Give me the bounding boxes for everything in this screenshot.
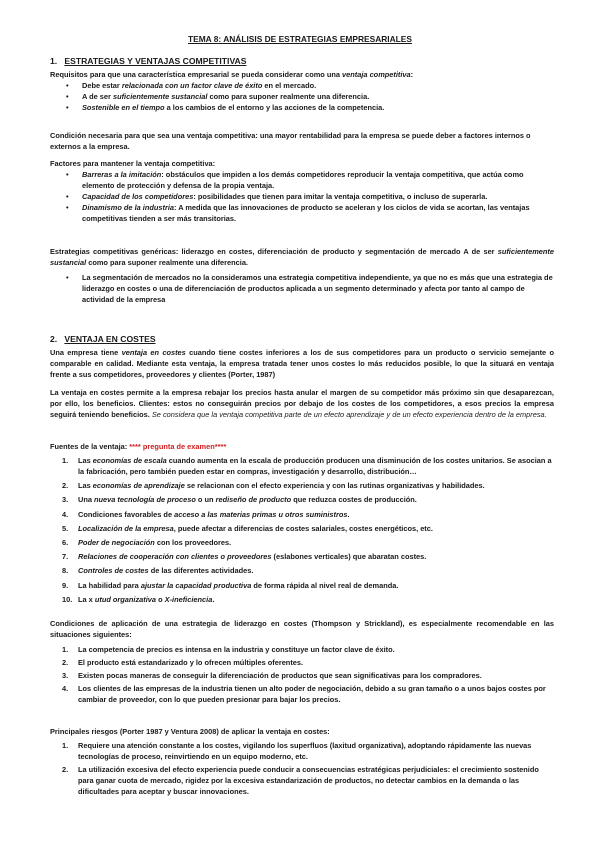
item-number: 6. [62, 537, 69, 547]
document-title: TEMA 8: ANÁLISIS DE ESTRATEGIAS EMPRESARIALES [188, 34, 412, 44]
item-italic: ajustar la capacidad productiva [140, 580, 252, 590]
requisitos-list [66, 80, 554, 113]
item-number: 3. [62, 495, 69, 505]
item-text: cuando aumenta en la escala de producción producen una disminución de los costes unitarios. Se asocian a la fabricación, pero también pueden estar en compras, investigación y desarrollo, distribución… [78, 456, 552, 476]
item-text: Condiciones favorables de [78, 509, 175, 519]
item-number: 5. [62, 523, 69, 533]
list-item [66, 80, 554, 91]
list-item [62, 523, 554, 534]
item-italic: economías de escala [92, 456, 167, 465]
item-number: 2. [62, 481, 69, 491]
list-item [62, 494, 554, 505]
condiciones-aplicacion-intro: Condiciones de aplicación de una estrategia de liderazgo en costes (Thompson y Strickland), es especialmente recomendable en las situaciones siguientes: [50, 619, 554, 639]
list-item [66, 91, 554, 102]
item-italic: acceso a las materias primas u otros suministros [174, 509, 348, 519]
requisitos-intro-italic: ventaja competitiva [342, 70, 411, 79]
item-text: a los cambios de el entorno y las acciones de la competencia. [164, 103, 385, 112]
definition-text-end: cuando tiene costes inferiores a los de sus competidores para un producto o servicio semejante o comparable en calidad. Mediante esta ventaja, la empresa tratada tener unos costes lo más reducidos posible, lo que la situará en ventaja frente a sus competidores, proveedores y clientes (Porter, 1987) [50, 348, 554, 379]
riesgos-intro: Principales riesgos (Porter 1987 y Ventura 2008) de aplicar la ventaja en costes: [50, 727, 330, 736]
requisitos-intro-text: Requisitos para que una característica empresarial se pueda considerar como una [50, 70, 343, 79]
item-text: : A medida que las innovaciones de producto se aceleran y los ciclos de vida se acortan, las ventajas competitivas tienden a ser más transitorias. [82, 203, 530, 223]
item-text: La utilización excesiva del efecto experiencia puede conducir a consecuencias estratégicas perjudiciales: el crecimiento sostenido para ganar cuota de mercado, rigidez por la excesiva estandarización de productos, no detectar cambios en la demanda o las dificultades para aceptar y buscar innovaciones. [78, 765, 539, 796]
item-italic: utud organizativa [94, 594, 157, 604]
item-text: Debe estar [82, 81, 122, 90]
item-text: : posibilidades que tienen para imitar la ventaja competitiva, o incluso de superarla. [193, 192, 488, 201]
list-item: • La segmentación de mercados no la consideramos una estrategia competitiva independiente, ya que no es más que una estrategia de liderazgo en costes o una de diferenciación de productos aplicada a un segmento determinado y afecta por tanto al campo de actividad de la empresa [66, 272, 554, 305]
segmentacion-list [66, 272, 554, 305]
list-item [62, 764, 554, 797]
item-number: 8. [62, 566, 69, 576]
requisitos-intro-colon: : [410, 70, 414, 79]
list-item [66, 169, 554, 191]
condiciones-list [62, 644, 554, 707]
fuentes-label-text: Fuentes de la ventaja: [50, 442, 130, 451]
section-2-title: VENTAJA EN COSTES [64, 334, 156, 344]
factores-list [66, 169, 554, 224]
section-2-heading [50, 334, 156, 344]
item-text: Una [78, 495, 95, 505]
list-item [62, 537, 554, 548]
item-text: Las [78, 456, 93, 465]
list-item [62, 580, 554, 591]
definition-italic: ventaja en costes [121, 348, 186, 357]
item-italic: Sostenible en el tiempo [82, 103, 165, 112]
list-item [62, 657, 554, 668]
item-italic: Dinamismo de la industria [82, 203, 174, 212]
item-italic: Capacidad de los competidores [82, 192, 194, 201]
list-item [62, 670, 554, 681]
requisitos-intro [50, 69, 554, 80]
estrategias-genericas [50, 246, 554, 268]
section-1-number: 1. [50, 56, 58, 66]
item-text: La habilidad para [78, 580, 141, 590]
item-number: 1. [62, 456, 69, 465]
section-2-number: 2. [50, 334, 58, 344]
list-item [66, 191, 554, 202]
item-number: 4. [62, 509, 69, 519]
item-text: La competencia de precios es intensa en la industria y constituye un factor clave de éxito. [78, 645, 395, 654]
genericas-text: Estrategias competitivas genéricas: liderazgo en costes, diferenciación de producto y segmentación de mercado A de ser [50, 247, 498, 256]
list-item [66, 202, 554, 224]
item-number: 2. [62, 658, 69, 667]
ventaja-costes-precios [50, 387, 554, 420]
item-number: 9. [62, 580, 69, 590]
item-text: de las diferentes actividades. [148, 566, 254, 576]
fuentes-ventaja-label [50, 441, 554, 452]
item-italic: economías de aprendizaje [92, 481, 185, 491]
item-text: . [212, 594, 215, 604]
item-italic: Poder de negociación [78, 537, 155, 547]
item-number: 10. [62, 594, 73, 604]
list-item [62, 594, 554, 605]
section-1-title: ESTRATEGIAS Y VENTAJAS COMPETITIVAS [64, 56, 247, 66]
exam-note: **** pregunta de examen**** [129, 442, 227, 451]
item-text: La x [78, 594, 95, 604]
definition-text: Una empresa tiene [50, 348, 122, 357]
item-text: o [156, 594, 165, 604]
item-text: , puede afectar a diferencias de costes salariales, costes energéticos, etc. [173, 523, 433, 533]
item-text: de forma rápida al nivel real de demanda. [251, 580, 399, 590]
list-item [62, 683, 554, 705]
item-text: : obstáculos que impiden a los demás competidores reproducir la ventaja competitiva, que actúa como elemento de protección y defensa de la propia ventaja. [82, 170, 524, 190]
item-text: como para suponer realmente una diferencia. [207, 92, 370, 101]
precios-italic: Se considera que la ventaja competitiva parte de un efecto aprendizaje y de un efecto experiencia dentro de la empresa. [151, 410, 547, 419]
list-item [62, 455, 554, 477]
list-item [66, 102, 554, 113]
item-italic: nueva tecnología de proceso [94, 495, 196, 505]
item-italic: X-ineficiencia [164, 594, 213, 604]
item-number: 2. [62, 765, 69, 774]
item-text: o un [195, 495, 216, 505]
item-italic: Localización de la empresa [78, 523, 174, 533]
item-number: 3. [62, 671, 69, 680]
ventaja-costes-definition [50, 347, 554, 380]
item-text: que reduzca costes de producción. [291, 495, 417, 505]
item-italic: Barreras a la imitación [82, 170, 162, 179]
item-number: 1. [62, 741, 69, 750]
list-item [62, 480, 554, 491]
item-text: Los clientes de las empresas de la industria tienen un alto poder de negociación, debido a su gran tamaño o a unos bajos costes por cambiar de proveedor, con lo que pueden presionar para bajar los precios. [78, 684, 546, 704]
condicion-necesaria: Condición necesaria para que sea una ventaja competitiva: una mayor rentabilidad para la empresa se puede deber a factores internos o externos a la empresa. [50, 131, 531, 151]
list-item [62, 551, 554, 562]
genericas-text-end: como para suponer realmente una diferencia. [86, 258, 248, 267]
section-1-heading [50, 56, 246, 66]
precios-text: La ventaja en costes permite a la empresa rebajar los precios hasta anular el margen de su competidor más próximo sin que desaparezcan, por ello, los beneficios. Clientes: estos no conseguirán precios por debajo de los costes de los competidores, a esos precios la empresa seguirá teniendo beneficios. [50, 388, 554, 419]
genericas-italic: suficientemente sustancial [50, 247, 554, 267]
item-italic: rediseño de producto [215, 495, 292, 505]
item-text: en el mercado. [262, 81, 317, 90]
item-text: Existen pocas maneras de conseguir la diferenciación de productos que sean significativas para los compradores. [78, 671, 482, 680]
item-number: 1. [62, 645, 69, 654]
item-italic: Controles de costes [78, 566, 149, 576]
list-item [62, 644, 554, 655]
item-text: Requiere una atención constante a los costes, vigilando los superfluos (laxitud organizativa), adoptando rápidamente las nuevas tecnologías de proceso, reinvirtiendo en un equipo moderno, etc. [78, 741, 532, 761]
fuentes-list [62, 455, 554, 608]
item-text: El producto está estandarizado y lo ofrecen múltiples oferentes. [78, 658, 304, 667]
item-italic: relacionada con un factor clave de éxito [121, 81, 263, 90]
factores-intro: Factores para mantener la ventaja competitiva: [50, 159, 216, 168]
item-number: 4. [62, 684, 69, 693]
item-number: 7. [62, 552, 69, 562]
list-item [62, 740, 554, 762]
item-text: (eslabones verticales) que abaratan costes. [271, 552, 427, 562]
item-text: se relacionan con el efecto experiencia y con las rutinas organizativas y habilidades. [184, 481, 485, 491]
list-item [62, 565, 554, 576]
item-text: . [347, 509, 350, 519]
item-italic: Relaciones de cooperación con clientes o proveedores [78, 552, 272, 562]
item-text: con los proveedores. [154, 537, 232, 547]
riesgos-list [62, 740, 554, 799]
list-item [62, 509, 554, 520]
item-text: A de ser [82, 92, 113, 101]
item-text: Las [78, 481, 93, 491]
item-italic: suficientemente sustancial [112, 92, 208, 101]
